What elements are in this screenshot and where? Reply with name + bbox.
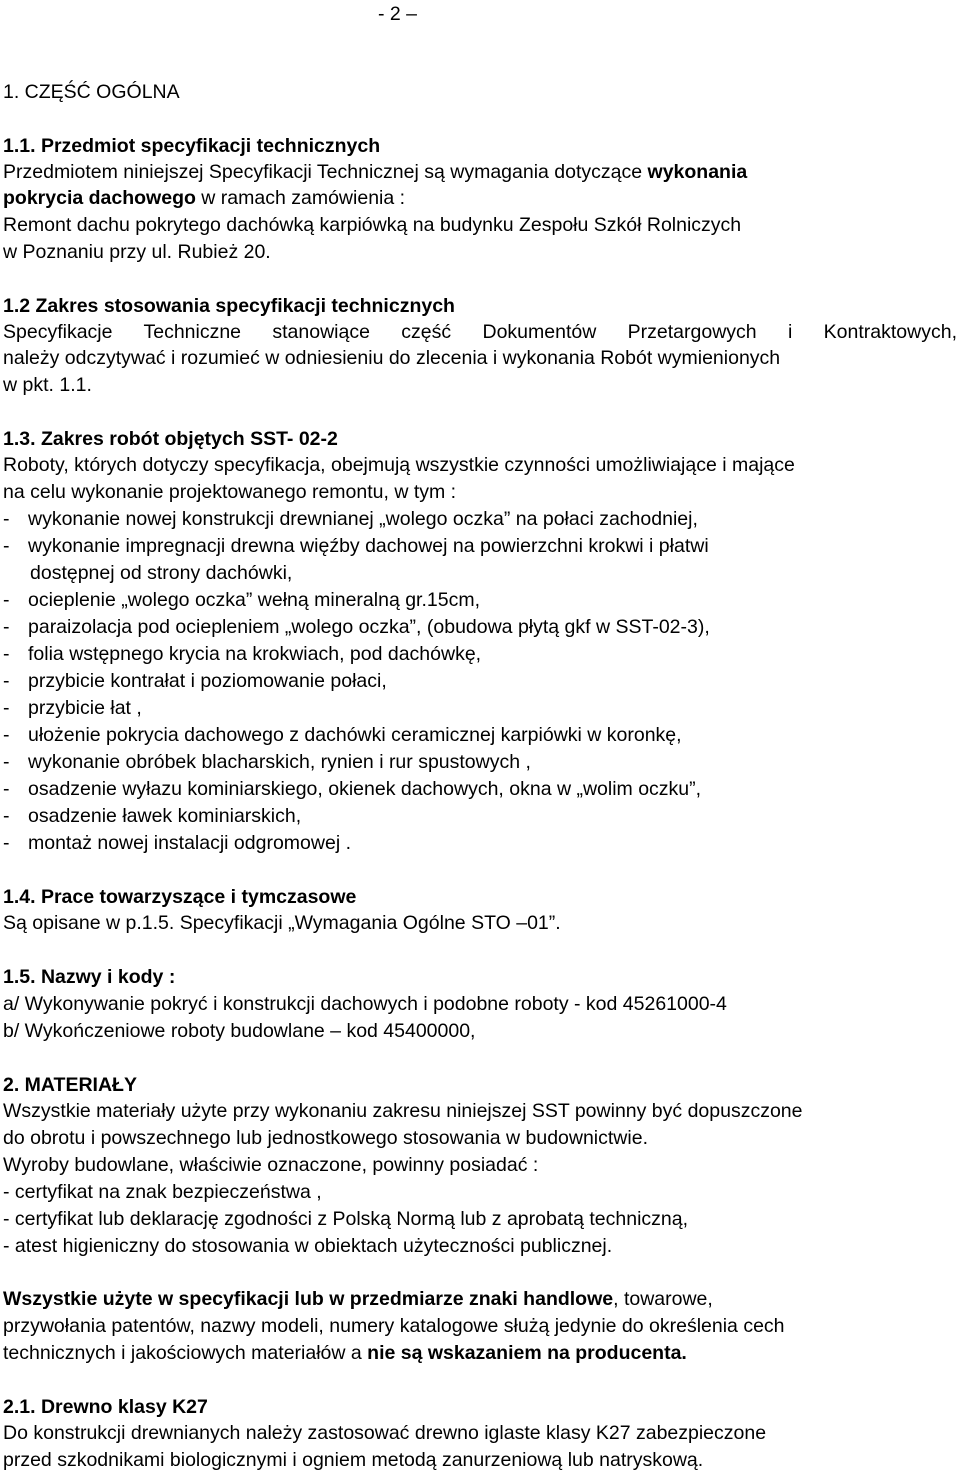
text: , towarowe, [613, 1288, 713, 1310]
page-number: - 2 – [378, 3, 418, 25]
section-2-line-3: Wyroby budowlane, właściwie oznaczone, powinny posiadać : [3, 1154, 539, 1176]
section-1-2-line-1: Specyfikacje Techniczne stanowiące część Dokumentów Przetargowych i Kontraktowych, [3, 321, 957, 343]
list-item-continuation: dostępnej od strony dachówki, [30, 562, 293, 584]
list-dash: - [3, 778, 10, 800]
section-1-1-line-1 [3, 160, 747, 184]
section-1-3-line-2: na celu wykonanie projektowanego remontu, w tym : [3, 481, 457, 503]
section-1-5-title: 1.5. Nazwy i kody : [3, 966, 176, 988]
list-dash: - [3, 751, 10, 773]
trade-names-line-1 [3, 1287, 713, 1311]
section-2-title: 2. MATERIAŁY [3, 1074, 137, 1096]
list-item: przybicie łat , [28, 697, 142, 719]
section-1-1-line-4: w Poznaniu przy ul. Rubież 20. [3, 241, 271, 263]
section-2-1-line-2: przed szkodnikami biologicznymi i ogniem metodą zanurzeniową lub natryskową. [3, 1449, 704, 1471]
heading-czesc-ogolna: 1. CZĘŚĆ OGÓLNA [3, 81, 180, 103]
bold-text: nie są wskazaniem na producenta. [367, 1342, 687, 1364]
section-2-1-line-1: Do konstrukcji drewnianych należy zastosować drewno iglaste klasy K27 zabezpieczone [3, 1422, 767, 1444]
list-dash: - [3, 724, 10, 746]
list-item: ocieplenie „wolego oczka” wełną mineralną gr.15cm, [28, 589, 480, 611]
list-dash: - [3, 643, 10, 665]
section-2-line-6: - atest higieniczny do stosowania w obiektach użyteczności publicznej. [3, 1235, 613, 1257]
trade-names-line-3 [3, 1341, 687, 1365]
section-1-5-line-2: b/ Wykończeniowe roboty budowlane – kod 45400000, [3, 1020, 476, 1042]
list-item: folia wstępnego krycia na krokwiach, pod dachówkę, [28, 643, 482, 665]
list-dash: - [3, 670, 10, 692]
list-dash: - [3, 616, 10, 638]
section-2-line-1: Wszystkie materiały użyte przy wykonaniu zakresu niniejszej SST powinny być dopuszczone [3, 1100, 803, 1122]
list-dash: - [3, 805, 10, 827]
section-1-4-title: 1.4. Prace towarzyszące i tymczasowe [3, 886, 357, 908]
bold-text: wykonania [647, 161, 748, 183]
section-1-1-line-2 [3, 186, 405, 210]
section-1-4-line-1: Są opisane w p.1.5. Specyfikacji „Wymagania Ogólne STO –01”. [3, 912, 561, 934]
list-item: paraizolacja pod ociepleniem „wolego oczka”, (obudowa płytą gkf w SST-02-3), [28, 616, 710, 638]
section-1-3-line-1: Roboty, których dotyczy specyfikacja, obejmują wszystkie czynności umożliwiające i mające [3, 454, 795, 476]
section-1-2-line-2: należy odczytywać i rozumieć w odniesieniu do zlecenia i wykonania Robót wymienionych [3, 347, 781, 369]
section-1-1-title: 1.1. Przedmiot specyfikacji technicznych [3, 135, 381, 157]
bold-text: Wszystkie użyte w specyfikacji lub w przedmiarze znaki handlowe [3, 1288, 614, 1310]
bold-text: pokrycia dachowego [3, 187, 196, 209]
list-item: ułożenie pokrycia dachowego z dachówki ceramicznej karpiówki w koronkę, [28, 724, 682, 746]
section-1-3-title: 1.3. Zakres robót objętych SST- 02-2 [3, 428, 338, 450]
section-1-5-line-1: a/ Wykonywanie pokryć i konstrukcji dachowych i podobne roboty - kod 45261000-4 [3, 993, 727, 1015]
list-dash: - [3, 589, 10, 611]
list-item: przybicie kontrałat i poziomowanie połaci, [28, 670, 387, 692]
section-1-2-line-3: w pkt. 1.1. [3, 374, 92, 396]
text: w ramach zamówienia : [195, 187, 406, 209]
list-item: wykonanie nowej konstrukcji drewnianej „wolego oczka” na połaci zachodniej, [28, 508, 698, 530]
list-dash: - [3, 697, 10, 719]
list-dash: - [3, 535, 10, 557]
list-dash: - [3, 832, 10, 854]
list-item: osadzenie ławek kominiarskich, [28, 805, 302, 827]
section-1-1-line-3: Remont dachu pokrytego dachówką karpiówką na budynku Zespołu Szkół Rolniczych [3, 214, 742, 236]
section-1-2-title: 1.2 Zakres stosowania specyfikacji technicznych [3, 295, 455, 317]
section-2-line-4: - certyfikat na znak bezpieczeństwa , [3, 1181, 322, 1203]
list-item: osadzenie wyłazu kominiarskiego, okienek dachowych, okna w „wolim oczku”, [28, 778, 702, 800]
list-item: wykonanie obróbek blacharskich, rynien i rur spustowych , [28, 751, 531, 773]
section-2-line-2: do obrotu i powszechnego lub jednostkowego stosowania w budownictwie. [3, 1127, 648, 1149]
list-item: montaż nowej instalacji odgromowej . [28, 832, 351, 854]
list-item: wykonanie impregnacji drewna więźby dachowej na powierzchni krokwi i płatwi [28, 535, 709, 557]
text: technicznych i jakościowych materiałów a [3, 1342, 368, 1364]
trade-names-line-2: przywołania patentów, nazwy modeli, numery katalogowe służą jedynie do określenia cech [3, 1315, 785, 1337]
list-dash: - [3, 508, 10, 530]
section-2-line-5: - certyfikat lub deklarację zgodności z Polską Normą lub z aprobatą techniczną, [3, 1208, 689, 1230]
text: Przedmiotem niniejszej Specyfikacji Technicznej są wymagania dotyczące [3, 161, 648, 183]
section-2-1-title: 2.1. Drewno klasy K27 [3, 1396, 208, 1418]
